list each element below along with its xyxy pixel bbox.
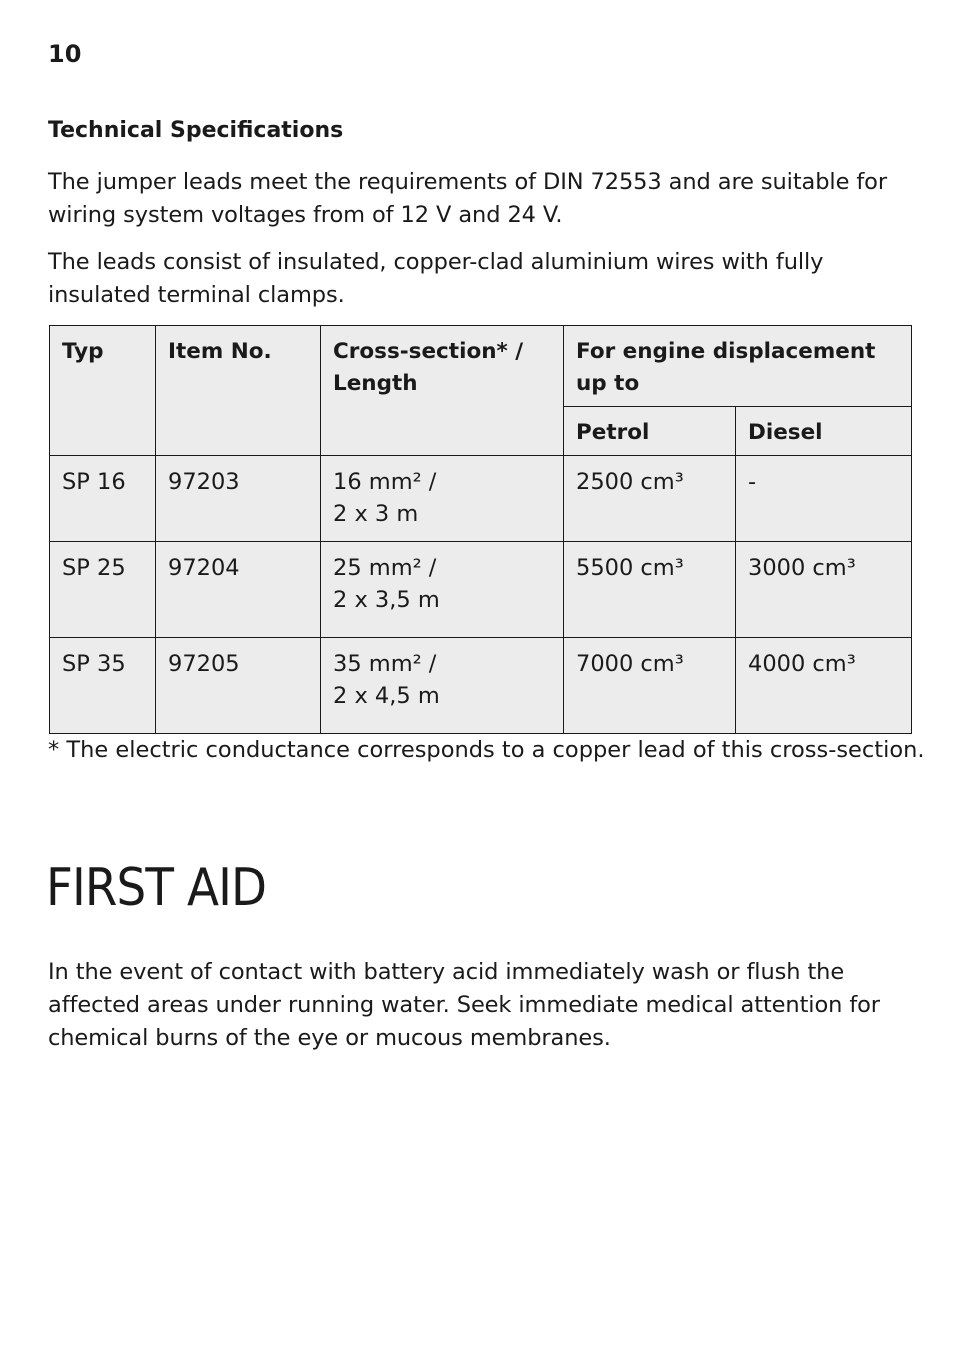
header-engine-displacement: For engine displacement up to [564,326,912,407]
specifications-table [49,325,912,734]
cell-typ: SP 16 [50,456,156,542]
table-row [50,542,912,638]
cell-petrol: 5500 cm³ [564,542,736,638]
table-row [50,638,912,734]
cell-item-no: 97204 [156,542,321,638]
cell-cross-section [321,456,564,542]
first-aid-paragraph: In the event of contact with battery acid immediately wash or flush the affected areas under running water. Seek immediate medical attention for chemical burns of the eye or mucous membranes. [48,959,880,1051]
paragraph-din-requirements: The jumper leads meet the requirements of DIN 72553 and are suitable for wiring system voltages from of 12 V and 24 V. [48,169,888,228]
cell-cross-section-text: 35 mm² / 2 x 4,5 m [333,651,440,709]
cell-diesel: 4000 cm³ [736,638,912,734]
cell-typ: SP 35 [50,638,156,734]
header-diesel: Diesel [736,407,912,456]
cell-petrol: 7000 cm³ [564,638,736,734]
paragraph-lead-construction: The leads consist of insulated, copper-clad aluminium wires with fully insulated terminal clamps. [48,249,824,308]
cell-diesel: - [736,456,912,542]
cell-petrol: 2500 cm³ [564,456,736,542]
page-number: 10 [48,40,82,68]
cell-item-no: 97205 [156,638,321,734]
table-footnote: * The electric conductance corresponds to a copper lead of this cross-section. [48,737,925,763]
cell-cross-section [321,638,564,734]
cell-cross-section-text: 25 mm² / 2 x 3,5 m [333,555,440,613]
table-row [50,456,912,542]
header-cross-section: Cross-section* / Length [321,326,564,456]
cell-typ: SP 25 [50,542,156,638]
header-typ: Typ [50,326,156,456]
section-heading-technical-specifications: Technical Specifications [48,118,344,143]
cell-cross-section [321,542,564,638]
header-petrol: Petrol [564,407,736,456]
cell-cross-section-text: 16 mm² / 2 x 3 m [333,469,437,527]
cell-item-no: 97203 [156,456,321,542]
cell-diesel: 3000 cm³ [736,542,912,638]
table-header-row [50,326,912,407]
header-item-no: Item No. [156,326,321,456]
first-aid-title: FIRST AID [46,858,267,918]
